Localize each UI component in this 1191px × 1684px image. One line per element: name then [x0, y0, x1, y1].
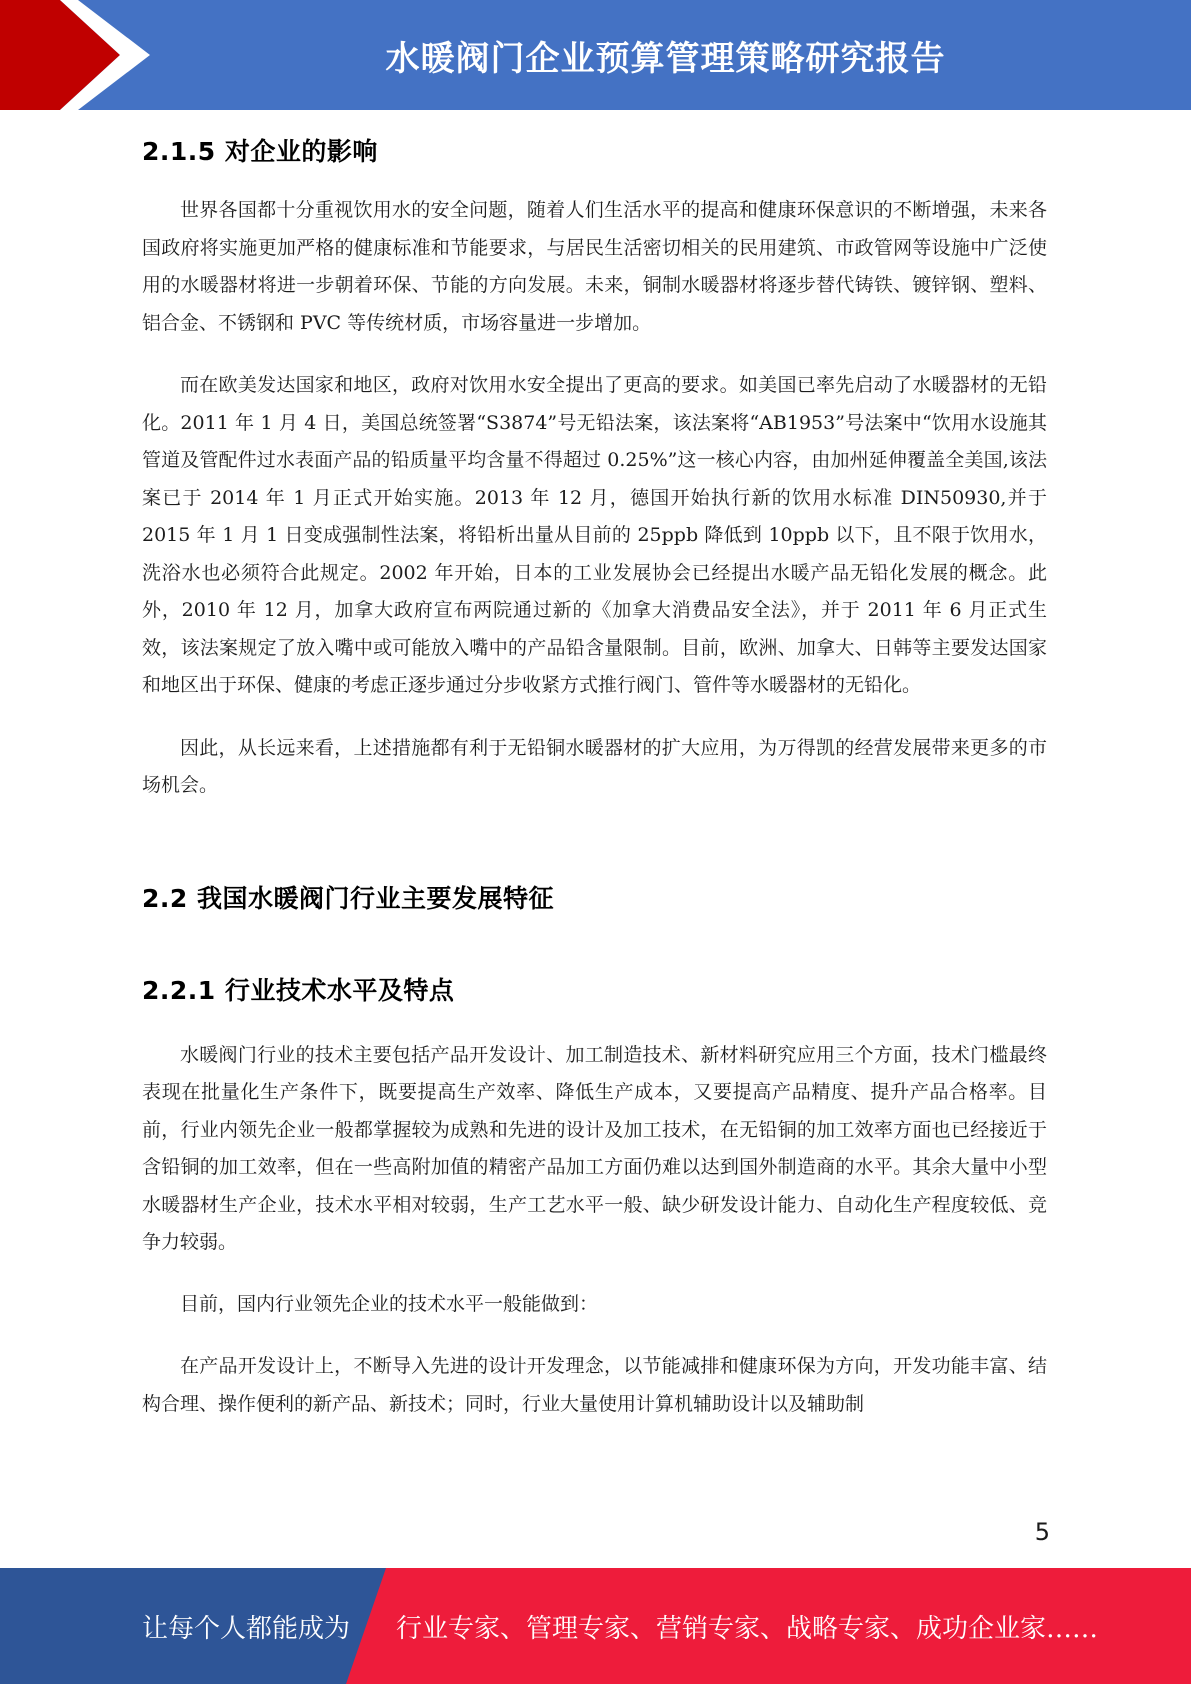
footer-slogan-right: 行业专家、管理专家、营销专家、战略专家、成功企业家……	[396, 1613, 1099, 1644]
document-title: 水暖阀门企业预算管理策略研究报告	[385, 38, 946, 79]
footer-slogan-left: 让每个人都能成为	[142, 1613, 351, 1644]
page-footer	[0, 1568, 1191, 1684]
paragraph: 在产品开发设计上，不断导入先进的设计开发理念，以节能减排和健康环保为方向，开发功能丰富、结构合理、操作便利的新产品、新技术；同时，行业大量使用计算机辅助设计以及辅助制	[142, 1355, 1047, 1415]
header-arrow-decoration	[0, 0, 160, 110]
paragraph: 而在欧美发达国家和地区，政府对饮用水安全提出了更高的要求。如美国已率先启动了水暖器材的无铅化。2011 年 1 月 4 日，美国总统签署“S3874”号无铅法案，该法案将“AB1953”号法案中“饮用水设施其管道及管配件过水表面产品的铅质量平均含量不得超过 0.25%”这一核心内容，由加州延伸覆盖全美国,该法案已于 2014 年 1 月正式开始实施。2013 年 12 月，德国开始执行新的饮用水标准 DIN50930,并于 2015 年 1 月 1 日变成强制性法案，将铅析出量从目前的 25ppb 降低到 10ppb 以下，且不限于饮用水，洗浴水也必须符合此规定。2002 年开始，日本的工业发展协会已经提出水暖产品无铅化发展的概念。此外，2010 年 12 月，加拿大政府宣布两院通过新的《加拿大消费品安全法》，并于 2011 年 6 月正式生效，该法案规定了放入嘴中或可能放入嘴中的产品铅含量限制。目前，欧洲、加拿大、日韩等主要发达国家和地区出于环保、健康的考虑正逐步通过分步收紧方式推行阀门、管件等水暖器材的无铅化。	[142, 374, 1047, 696]
paragraph: 水暖阀门行业的技术主要包括产品开发设计、加工制造技术、新材料研究应用三个方面，技术门槛最终表现在批量化生产条件下，既要提高生产效率、降低生产成本，又要提高产品精度、提升产品合格率。目前，行业内领先企业一般都掌握较为成熟和先进的设计及加工技术，在无铅铜的加工效率方面也已经接近于含铅铜的加工效率，但在一些高附加值的精密产品加工方面仍难以达到国外制造商的水平。其余大量中小型水暖器材生产企业，技术水平相对较弱，生产工艺水平一般、缺少研发设计能力、自动化生产程度较低、竞争力较弱。	[142, 1043, 1047, 1253]
page-content	[142, 110, 1047, 1423]
page-header	[0, 0, 1191, 110]
section-heading-2-2-1: 2.2.1 行业技术水平及特点	[142, 975, 455, 1005]
paragraph: 因此，从长远来看，上述措施都有利于无铅铜水暖器材的扩大应用，为万得凯的经营发展带来更多的市场机会。	[142, 736, 1047, 796]
paragraph: 世界各国都十分重视饮用水的安全问题，随着人们生活水平的提高和健康环保意识的不断增强，未来各国政府将实施更加严格的健康标准和节能要求，与居民生活密切相关的民用建筑、市政管网等设施中广泛使用的水暖器材将进一步朝着环保、节能的方向发展。未来，铜制水暖器材将逐步替代铸铁、镀锌钢、塑料、铝合金、不锈钢和 PVC 等传统材质，市场容量进一步增加。	[142, 199, 1047, 334]
section-heading-2-1-5: 2.1.5 对企业的影响	[142, 137, 378, 166]
page-number: 5	[1034, 1518, 1050, 1546]
paragraph: 目前，国内行业领先企业的技术水平一般能做到：	[180, 1292, 599, 1315]
section-heading-2-2: 2.2 我国水暖阀门行业主要发展特征	[142, 883, 554, 913]
